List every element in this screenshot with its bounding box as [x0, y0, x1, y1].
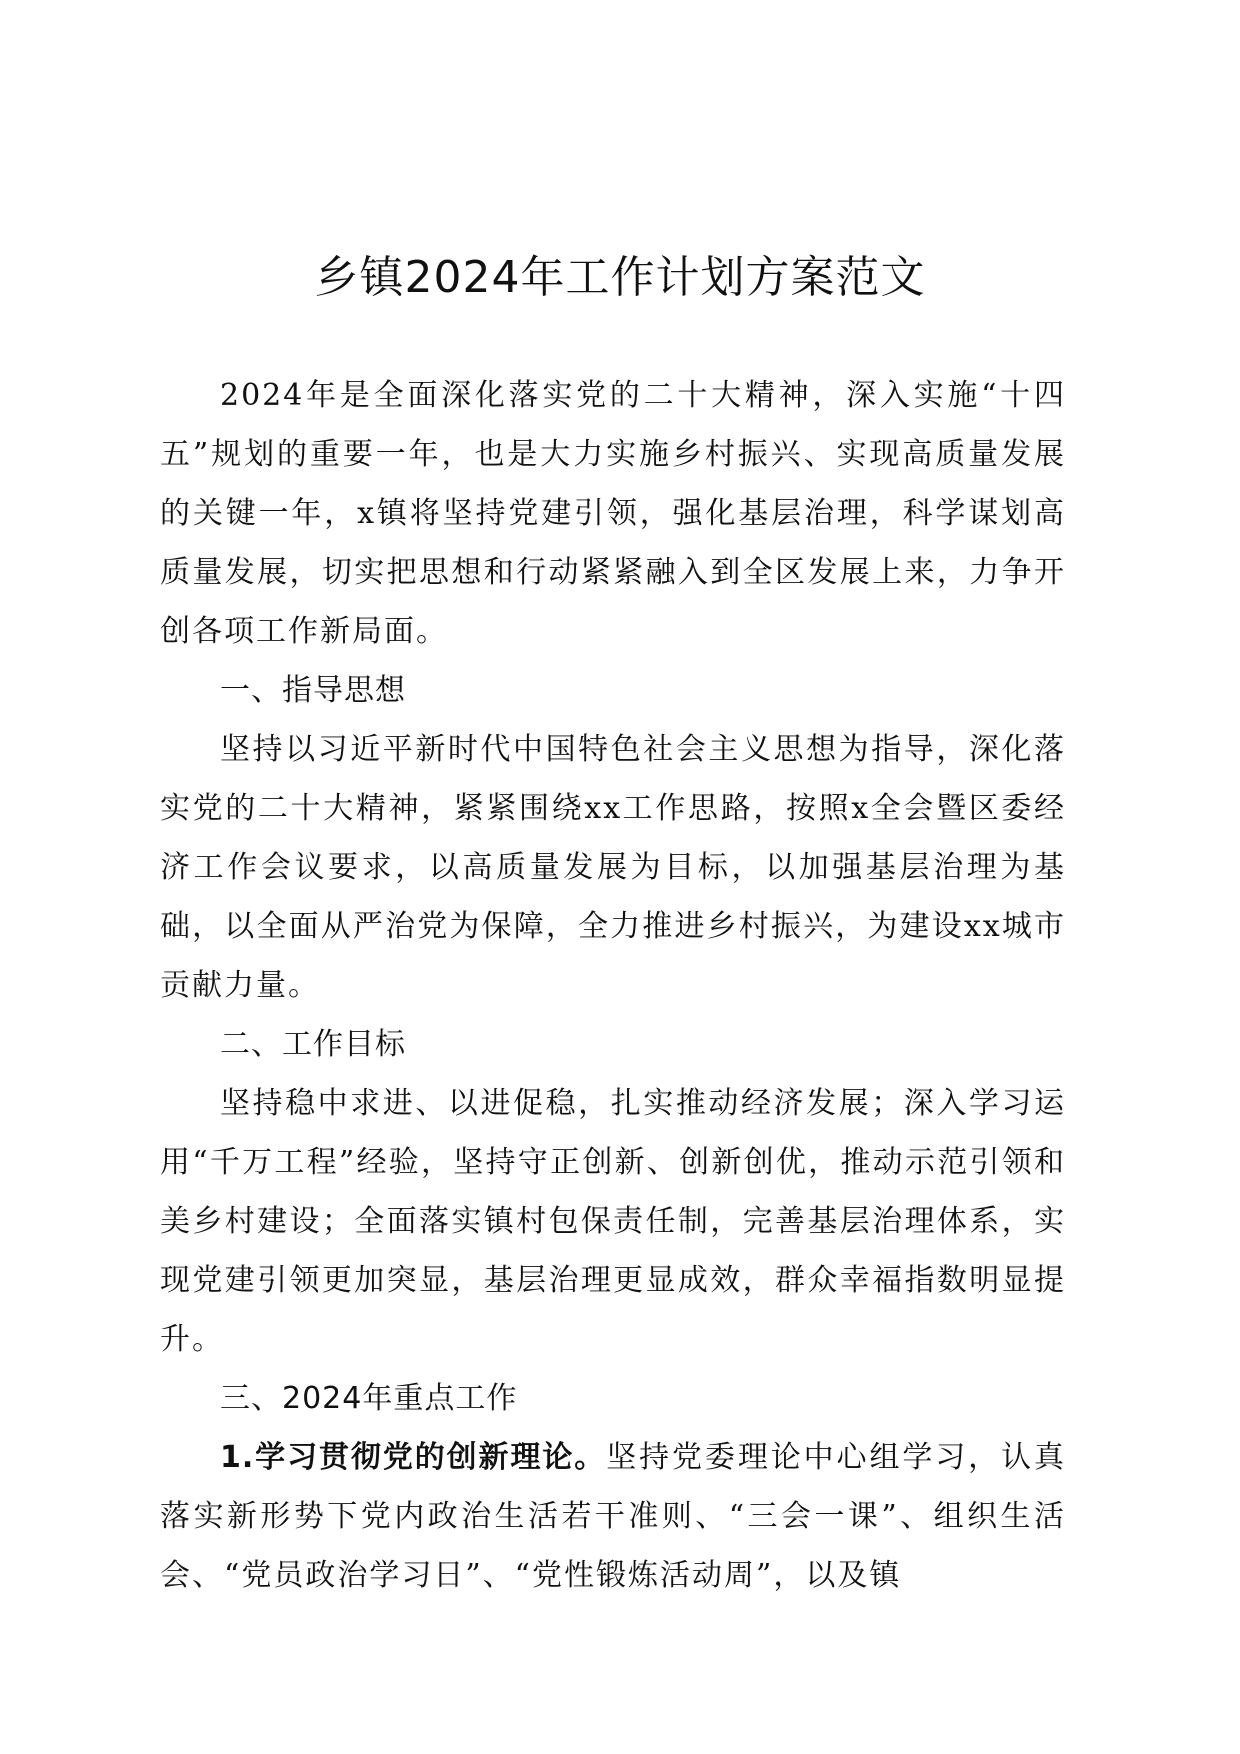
section-heading-work-goals: 二、工作目标 — [220, 1027, 406, 1062]
key-work-item-1 — [160, 1428, 1066, 1605]
section-paragraph-guiding-thought: 坚持以习近平新时代中国特色社会主义思想为指导，深化落实党的二十大精神，紧紧围绕xx工作思路，按照x全会暨区委经济工作会议要求，以高质量发展为目标，以加强基层治理为基础，以全面从严治党为保障，全力推进乡村振兴，为建设xx城市贡献力量。 — [160, 732, 1066, 1003]
key-work-item-1-text: 坚持党委理论中心组学习，认真落实新形势下党内政治生活若干准则、“三会一课”、组织生活会、“党员政治学习日”、“党性锻炼活动周”，以及镇 — [160, 1440, 1067, 1593]
section-heading-key-work: 三、2024年重点工作 — [220, 1381, 518, 1416]
document-title: 乡镇2024年工作计划方案范文 — [314, 252, 926, 303]
section-heading-guiding-thought: 一、指导思想 — [220, 673, 406, 708]
intro-paragraph: 2024年是全面深化落实党的二十大精神，深入实施“十四五”规划的重要一年，也是大力实施乡村振兴、实现高质量发展的关键一年，x镇将坚持党建引领，强化基层治理，科学谋划高质量发展，切实把思想和行动紧紧融入到全区发展上来，力争开创各项工作新局面。 — [160, 378, 1066, 649]
key-work-item-1-lead: 1.学习贯彻党的创新理论。 — [220, 1440, 607, 1475]
section-paragraph-work-goals: 坚持稳中求进、以进促稳，扎实推动经济发展；深入学习运用“千万工程”经验，坚持守正创新、创新创优，推动示范引领和美乡村建设；全面落实镇村包保责任制，完善基层治理体系，实现党建引领更加突显，基层治理更显成效，群众幸福指数明显提升。 — [160, 1086, 1066, 1357]
document-body — [160, 366, 1066, 1605]
